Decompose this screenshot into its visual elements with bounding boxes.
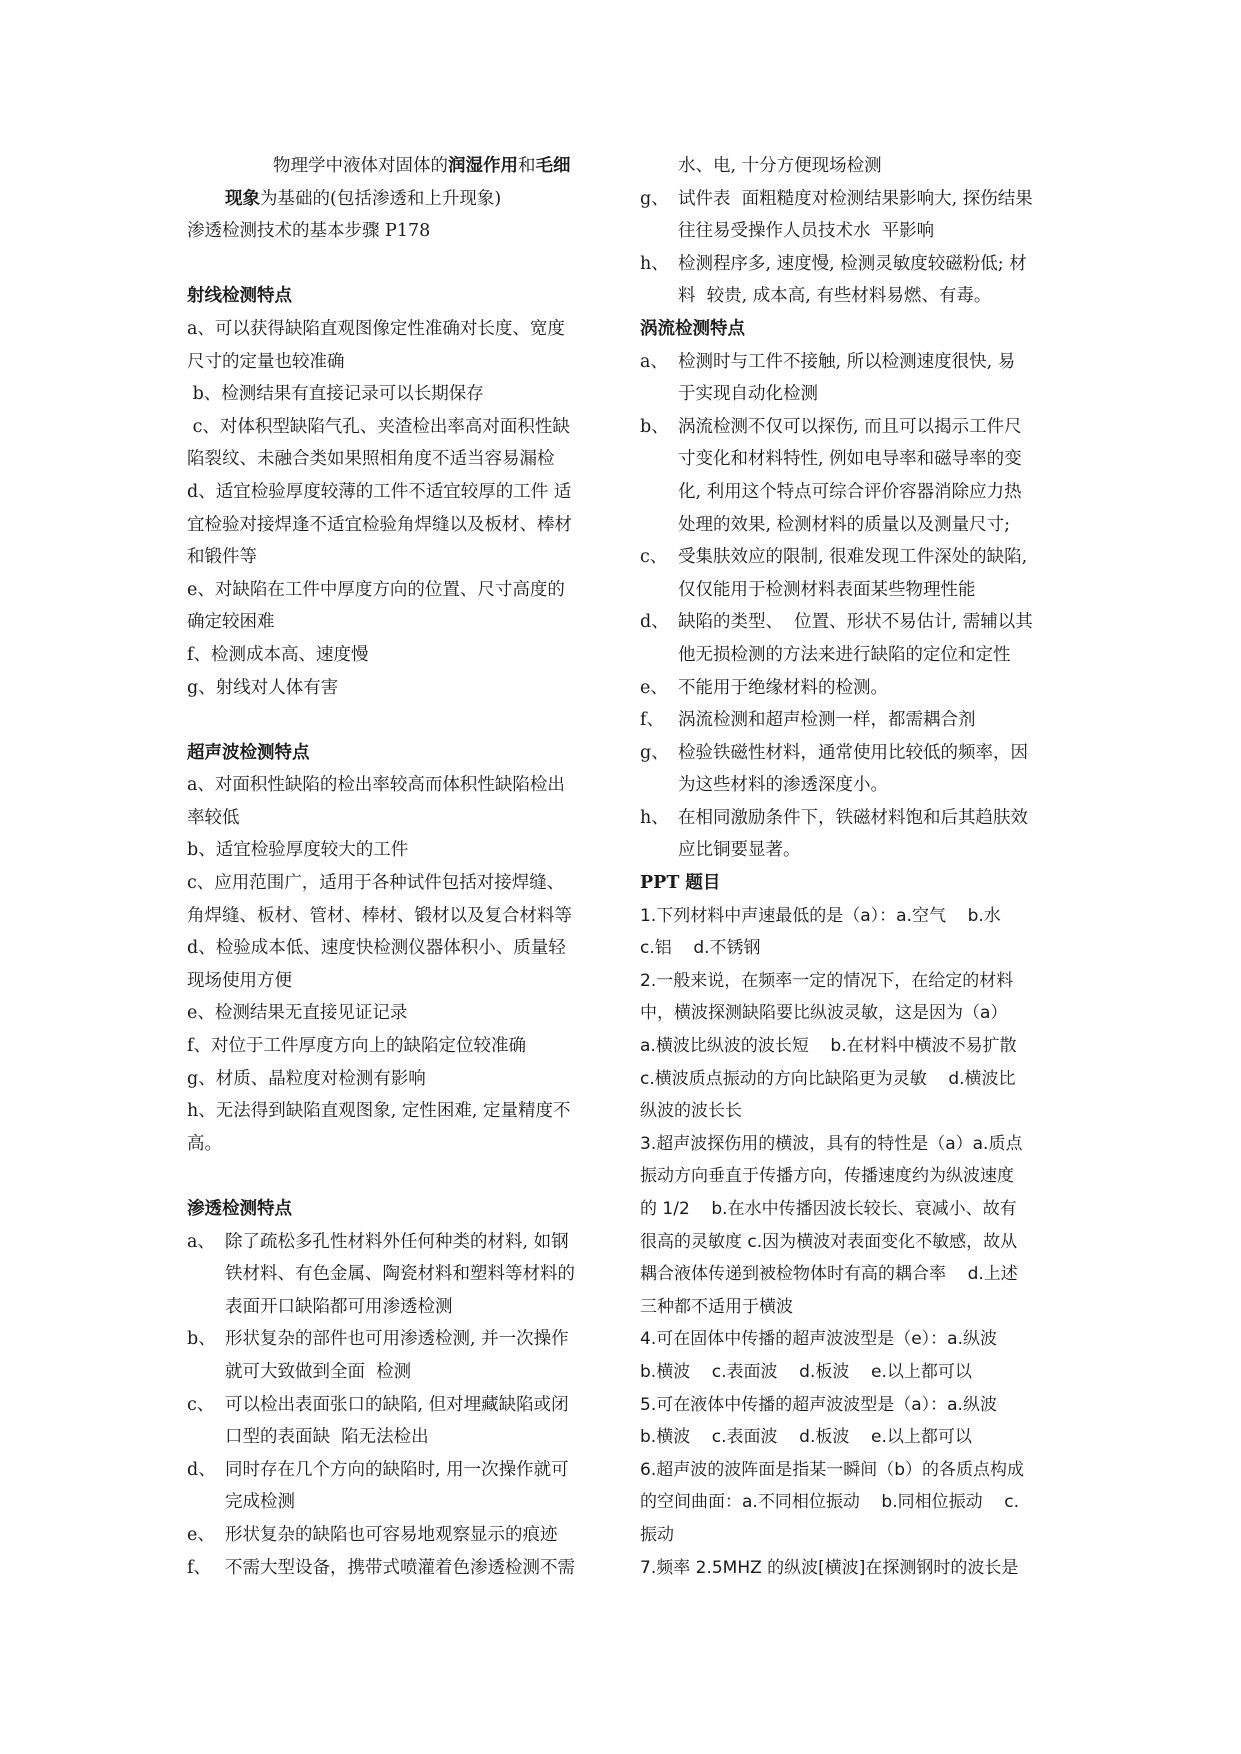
item-marker: a、 — [640, 351, 668, 372]
text-line: e、对缺陷在工件中厚度方向的位置、尺寸高度的 — [187, 579, 565, 600]
item-text: 除了疏松多孔性材料外任何种类的材料, 如钢 — [225, 1231, 569, 1252]
question-line: 很高的灵敏度 c.因为横波对表面变化不敏感，故从 — [640, 1231, 1018, 1252]
item-text: 表面开口缺陷都可用渗透检测 — [225, 1296, 453, 1317]
item-text: 为这些材料的渗透深度小。 — [678, 775, 888, 796]
question-line: 2.一般来说，在频率一定的情况下，在给定的材料 — [640, 970, 1014, 991]
text-line: d、适宜检验厚度较薄的工件不适宜较厚的工件 适 — [187, 481, 572, 502]
question-line: 7.频率 2.5MHZ 的纵波[横波]在探测钢时的波长是 — [640, 1557, 1019, 1578]
radiography-heading: 射线检测特点 — [187, 286, 292, 307]
question-line: 5.可在液体中传播的超声波波型是（a）：a.纵波 — [640, 1394, 997, 1415]
item-text: 完成检测 — [225, 1492, 295, 1513]
list-item — [640, 411, 1060, 444]
item-marker: b、 — [187, 1329, 216, 1350]
ppt-questions — [640, 900, 1060, 1584]
item-text: 就可大致做到全面 检测 — [225, 1361, 412, 1382]
intro-bold: 毛细 — [535, 156, 571, 176]
eddy-list — [640, 346, 1060, 868]
right-column — [640, 150, 1060, 1584]
item-text: 涡流检测不仅可以探伤, 而且可以揭示工件尺 — [678, 416, 1022, 437]
item-text: 往往易受操作人员技术水 平影响 — [678, 221, 935, 242]
text-line: 尺寸的定量也较准确 — [187, 351, 345, 372]
text-line: 角焊缝、板材、管材、棒材、锻材以及复合材料等 — [187, 905, 572, 926]
question-line: 振动 — [640, 1524, 674, 1545]
question-line: b.横波 c.表面波 d.板波 e.以上都可以 — [640, 1361, 972, 1382]
item-text: 口型的表面缺 陷无法检出 — [225, 1427, 429, 1448]
text-line: 率较低 — [187, 807, 240, 828]
list-item — [640, 737, 1060, 770]
question-line: 4.可在固体中传播的超声波波型是（e）：a.纵波 — [640, 1329, 997, 1350]
eddy-heading: 涡流检测特点 — [640, 318, 745, 339]
radiography-list — [187, 313, 601, 704]
ultrasonic-heading: 超声波检测特点 — [187, 742, 310, 763]
question-line: 的空间曲面：a.不同相位振动 b.同相位振动 c. — [640, 1492, 1019, 1513]
item-marker: d、 — [187, 1459, 216, 1480]
item-marker: e、 — [187, 1524, 215, 1545]
list-item — [187, 1454, 601, 1487]
intro-line-1 — [187, 150, 601, 183]
list-item — [640, 183, 1060, 216]
list-item — [640, 248, 1060, 281]
item-marker: g、 — [640, 188, 669, 209]
item-text: 检测时与工件不接触, 所以检测速度很快, 易 — [678, 351, 1016, 372]
list-item — [187, 1226, 601, 1259]
question-line: c.横波质点振动的方向比缺陷更为灵敏 d.横波比 — [640, 1068, 1016, 1089]
intro-bold: 现象 — [225, 188, 260, 209]
list-item — [640, 346, 1060, 379]
list-item — [640, 704, 1060, 737]
list-item — [640, 606, 1060, 639]
question-line: 的 1/2 b.在水中传播因波长较长、衰减小、故有 — [640, 1199, 1017, 1219]
item-marker: c、 — [187, 1394, 215, 1415]
question-line: 1.下列材料中声速最低的是（a）：a.空气 b.水 — [640, 905, 1001, 926]
item-text: 试件表 面粗糙度对检测结果影响大, 探伤结果 — [678, 188, 1033, 209]
item-text: 水、电, 十分方便现场检测 — [678, 156, 882, 176]
list-item — [640, 802, 1060, 835]
item-text: 处理的效果, 检测材料的质量以及测量尺寸; — [678, 514, 1011, 535]
text-line: g、射线对人体有害 — [187, 677, 339, 698]
item-text: 在相同激励条件下，铁磁材料饱和后其趋肤效 — [678, 807, 1028, 828]
list-item — [187, 1323, 601, 1356]
text-line: 陷裂纹、未融合类如果照相角度不适当容易漏检 — [187, 449, 555, 470]
question-line: a.横波比纵波的波长短 b.在材料中横波不易扩散 — [640, 1036, 1017, 1057]
item-text: 应比铜要显著。 — [678, 840, 801, 861]
text-line: d、检验成本低、速度快检测仪器体积小、质量轻 — [187, 938, 566, 959]
text-line: 和锻件等 — [187, 547, 257, 568]
intro-text: 为基础的(包括渗透和上升现象) — [260, 188, 502, 209]
intro-bold: 润湿作用 — [448, 156, 518, 176]
text-line: f、检测成本高、速度慢 — [187, 644, 369, 665]
item-marker: c、 — [640, 547, 668, 568]
text-line: 现场使用方便 — [187, 970, 292, 991]
item-text: 可以检出表面张口的缺陷, 但对埋藏缺陷或闭 — [225, 1394, 569, 1415]
ppt-heading: PPT 题目 — [640, 873, 721, 894]
item-text: 形状复杂的缺陷也可容易地观察显示的痕迹 — [225, 1524, 558, 1545]
list-item — [187, 1519, 601, 1552]
item-text: 于实现自动化检测 — [678, 384, 818, 405]
left-column — [187, 150, 601, 1584]
text-line: 高。 — [187, 1133, 222, 1154]
question-line: b.横波 c.表面波 d.板波 e.以上都可以 — [640, 1427, 972, 1448]
item-text: 仅仅能用于检测材料表面某些物理性能 — [678, 579, 976, 600]
item-marker: h、 — [640, 253, 669, 274]
list-item — [640, 541, 1060, 574]
text-line: e、检测结果无直接见证记录 — [187, 1003, 408, 1024]
penetrant-list — [187, 1226, 601, 1585]
item-text: 铁材料、有色金属、陶瓷材料和塑料等材料的 — [225, 1264, 575, 1285]
text-line: a、对面积性缺陷的检出率较高而体积性缺陷检出 — [187, 775, 565, 796]
text-line: h、无法得到缺陷直观图象, 定性困难, 定量精度不 — [187, 1101, 571, 1122]
item-text: 他无损检测的方法来进行缺陷的定位和定性 — [678, 644, 1011, 665]
item-text: 检测程序多, 速度慢, 检测灵敏度较磁粉低; 材 — [678, 253, 1027, 274]
item-text: 形状复杂的部件也可用渗透检测, 并一次操作 — [225, 1329, 569, 1350]
item-marker: d、 — [640, 612, 669, 633]
text-line: 宜检验对接焊逢不适宜检验角焊缝以及板材、棒材 — [187, 514, 572, 535]
item-marker: e、 — [640, 677, 668, 698]
item-text: 不能用于绝缘材料的检测。 — [678, 677, 888, 698]
text-line: a、可以获得缺陷直观图像定性准确对长度、宽度 — [187, 318, 565, 339]
list-item — [187, 1552, 601, 1585]
item-text: 缺陷的类型、 位置、形状不易估计, 需辅以其 — [678, 612, 1033, 633]
text-line: b、检测结果有直接记录可以长期保存 — [187, 384, 484, 405]
item-text: 涡流检测和超声检测一样，都需耦合剂 — [678, 710, 976, 731]
question-line: 6.超声波的波阵面是指某一瞬间（b）的各质点构成 — [640, 1459, 1025, 1480]
item-marker: h、 — [640, 807, 669, 828]
list-item — [640, 672, 1060, 705]
text-line: c、应用范围广，适用于各种试件包括对接焊缝、 — [187, 873, 565, 894]
text-line: b、适宜检验厚度较大的工件 — [187, 840, 409, 861]
intro-line-2 — [187, 183, 601, 216]
intro-line-3: 渗透检测技术的基本步骤 P178 — [187, 221, 431, 242]
item-marker: g、 — [640, 742, 669, 763]
intro-text: 物理学中液体对固体的 — [273, 156, 448, 176]
intro-text: 和 — [518, 156, 536, 176]
list-item — [187, 1389, 601, 1422]
item-text: 检验铁磁性材料，通常使用比较低的频率，因 — [678, 742, 1028, 763]
item-text: 不需大型设备，携带式喷灌着色渗透检测不需 — [225, 1557, 575, 1578]
item-text: 料 较贵, 成本高, 有些材料易燃、有毒。 — [678, 286, 992, 307]
question-line: 中，横波探测缺陷要比纵波灵敏，这是因为（a） — [640, 1003, 1008, 1024]
text-line: 确定较困难 — [187, 612, 275, 633]
item-marker: a、 — [187, 1231, 215, 1252]
question-line: 耦合液体传递到被检物体时有高的耦合率 d.上述 — [640, 1264, 1018, 1285]
item-marker: f、 — [187, 1557, 211, 1578]
item-text: 同时存在几个方向的缺陷时, 用一次操作就可 — [225, 1459, 569, 1480]
text-line: c、对体积型缺陷气孔、夹渣检出率高对面积性缺 — [187, 416, 570, 437]
item-marker: f、 — [640, 710, 664, 731]
question-line: 纵波的波长长 — [640, 1101, 742, 1122]
question-line: 三种都不适用于横波 — [640, 1296, 793, 1317]
penetrant-heading: 渗透检测特点 — [187, 1199, 292, 1219]
question-line: 3.超声波探伤用的横波，具有的特性是（a）a.质点 — [640, 1133, 1023, 1154]
text-line: g、材质、晶粒度对检测有影响 — [187, 1068, 426, 1089]
item-text: 寸变化和材料特性, 例如电导率和磁导率的变 — [678, 449, 1022, 470]
item-text: 受集肤效应的限制, 很难发现工件深处的缺陷, — [678, 547, 1028, 568]
question-line: 振动方向垂直于传播方向，传播速度约为纵波速度 — [640, 1166, 1014, 1187]
ultrasonic-list — [187, 769, 601, 1160]
question-line: c.铝 d.不锈钢 — [640, 938, 761, 959]
text-line: f、对位于工件厚度方向上的缺陷定位较准确 — [187, 1036, 526, 1057]
item-marker: b、 — [640, 416, 669, 437]
item-text: 化, 利用这个特点可综合评价容器消除应力热 — [678, 481, 1022, 502]
